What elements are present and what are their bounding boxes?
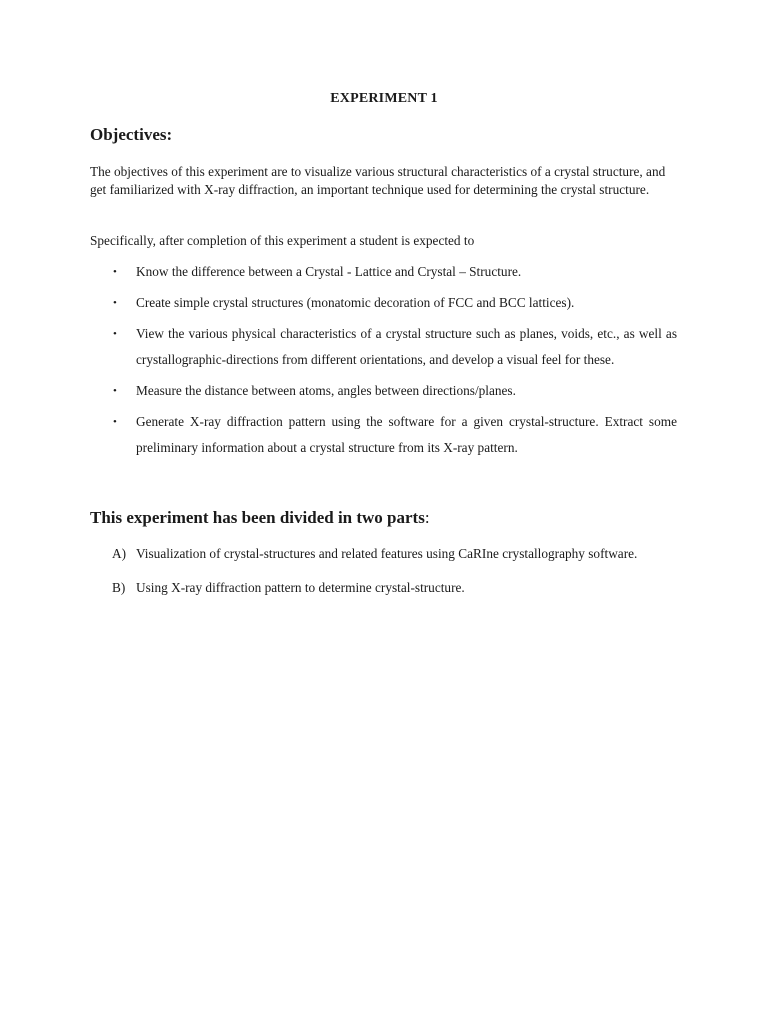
parts-heading-text: This experiment has been divided in two parts [90,508,425,527]
objective-item [112,259,677,285]
part-text: Using X-ray diffraction pattern to determine crystal-structure. [136,580,465,595]
part-text: Visualization of crystal-structures and related features using CaRIne crystallography software. [136,546,638,561]
document-title: EXPERIMENT 1 [330,91,438,106]
objective-text: Measure the distance between atoms, angles between directions/planes. [136,383,516,398]
objectives-heading: Objectives: [90,125,173,144]
specific-intro-paragraph: Specifically, after completion of this experiment a student is expected to [90,233,475,248]
parts-heading-colon: : [424,508,430,527]
bullet-icon: • [113,297,117,309]
parts-list [112,545,677,613]
objective-item [112,290,677,316]
objective-text: Generate X-ray diffraction pattern using the software for a given crystal-structure. Extract some preliminary information about a crystal structure from its X-ray pattern. [136,414,677,455]
objective-item [112,378,677,404]
bullet-icon: • [113,328,117,340]
part-item [112,579,677,597]
intro-paragraph: The objectives of this experiment are to visualize various structural characteristics of a crystal structure, and get familiarized with X-ray diffraction, an important technique used for determining the crystal structure. [90,164,666,197]
objective-item [112,409,677,461]
part-item [112,545,677,563]
bullet-icon: • [113,385,117,397]
objective-text: Know the difference between a Crystal - Lattice and Crystal – Structure. [136,264,522,279]
objectives-list [112,259,677,466]
part-marker: A) [112,546,127,561]
part-marker: B) [112,580,126,595]
bullet-icon: • [113,266,117,278]
objective-item [112,321,677,373]
bullet-icon: • [113,416,117,428]
objective-text: View the various physical characteristics of a crystal structure such as planes, voids, etc., as well as crystallographic-directions from different orientations, and develop a visual feel for these. [136,326,677,367]
parts-heading [90,508,430,528]
objective-text: Create simple crystal structures (monatomic decoration of FCC and BCC lattices). [136,295,575,310]
